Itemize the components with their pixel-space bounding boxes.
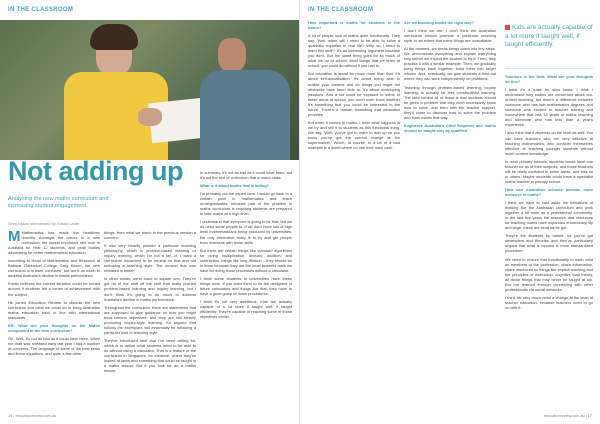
column-1 bbox=[8, 230, 100, 359]
paragraph: They've introduced stuff that I've been calling for, which is to define what students need to be able to do without using a calculator. That is a feature of the curriculum in Singapore, for instance, where they've looked at tasks and something that could be taught in a maths lesson. But if you look for an a maths lesson. bbox=[104, 337, 196, 374]
question: Engineers Australia's Chief Engineer and maths should be taught only by qualified bbox=[404, 122, 496, 133]
right-page bbox=[300, 0, 600, 424]
paragraph: A lot of people look at maths quite functionally. They say, 'Well, when will I need to be able to solve a quadratic equation in real life? Why do I need to learn this stuff?' It's an interesting argument because you don't. But the same thing goes for so much of what we do at school. Most things that we learn at school, you could do without if you had to. bbox=[308, 33, 400, 69]
column-3 bbox=[200, 170, 292, 322]
column-3 bbox=[505, 74, 593, 313]
paragraph: But when it comes to maths, I think what happens is we try and sell it to students as this functional thing. We say, 'Well, you've got to learn to add up so you know you've got the correct change at the supermarket.' Which, of course, is a bit of a bad example in a world where no one ever uses cash. bbox=[308, 119, 400, 151]
question: Teachers in the field. What are your thoughts on this? bbox=[505, 74, 593, 85]
page-footer: 16 | educationreview.com.au bbox=[8, 414, 57, 418]
quote-mark-icon bbox=[505, 25, 510, 30]
student-hair bbox=[90, 24, 138, 50]
paragraph: I think we very much need a change at the level of teacher education, because teachers need to go on with it. bbox=[505, 294, 593, 310]
paragraph: It also very heavily pushed a particular teaching philosophy, which is problem-based learning or inquiry learning, which I'm not a fan of. I want a curriculum document to be neutral on that and not enforcing a teaching style. The version that was released is better. bbox=[104, 243, 196, 274]
paragraph: Kristin believes the current situation could be turned around if students felt a sense of achievement with the subject. bbox=[8, 281, 100, 297]
student-hand bbox=[138, 108, 162, 126]
paragraph: But education is about so much more than that; it's about self-actualisation. It's about being able to realise your dreams and do things you might not otherwise have been able to. It's about developing passions. And a kid could be exposed to some of these areas at school, you won't even know whether it's something that you could be interested in the future. There's a human flourishing that education provides. bbox=[308, 71, 400, 117]
paragraph: According to Head of Mathematics and Research at Ballarat Clarendon College Greg Kitson, the new curriculum is in itself 'confused', but won't do much to address Australia's decline in maths performance. bbox=[8, 258, 100, 279]
paragraph: Throughout the curriculum, there are statements that are supposed to give guidance on how you might treat content objectives, and they are still heavily promoting inquiry-style learning. So anyone that follows the exemplars will essentially be following a particular kind of teaching style. bbox=[104, 304, 196, 335]
paragraph: GK: Well, it's not as bad as it could have been. While the draft was released early last year I had a number of concerns. The language of some of the new items and linear equations, and quite a few other bbox=[8, 335, 100, 356]
paragraph: I'm probably not the expert here. I would go back to a certain point in mathematics and teach undergraduates, because part of the problem in maths curriculum is requiring students are prepared to take maths at a high level. bbox=[200, 191, 292, 217]
teacher-face bbox=[218, 38, 246, 72]
paragraph: They're the students by nature, so you've got developers and theories and they've particularly argued that what is needed is more standardised procedure. bbox=[505, 233, 593, 254]
section-header: IN THE CLASSROOM bbox=[308, 7, 374, 13]
drop-cap: M bbox=[8, 228, 21, 245]
pull-quote-text: Kids are actually capable of a lot more if taught well, if taught efficiently. bbox=[505, 24, 593, 49]
paragraph: We need to ensure that functionality to each child as members of the profession, share information, share resources so things like explicit teaching and the principles of instruction, cognitive load theory, all those things that may never be taught at uni. But I've learned through connecting with other professionals via social networks. bbox=[505, 256, 593, 292]
column-2 bbox=[404, 20, 496, 136]
question: ER: What are your thoughts on the Maths component in the new curriculum? bbox=[8, 322, 100, 333]
paragraph: things, from what we teach in the previous version a concern. bbox=[104, 230, 196, 241]
paragraph: I understand that everyone is going to be that, but we do need some people to. If we don't have lots of high level mathematicians being produced by universities, the only alternative really is to try and get people from overseas with those skills. bbox=[200, 219, 292, 245]
paragraph: In most primary schools, students would have one teacher for all of their subjects, and those teachers will be really confident in some areas, and less so in others. Maybe students could have a specialist maths teacher in primary school. bbox=[505, 158, 593, 184]
paragraph: I think it's not very ambitious. Kids are actually capable of a lot more if taught well, if taught efficiently. They're capable of reaching some of those objectives earlier. bbox=[200, 299, 292, 320]
paragraph: I think it's a case for slow basis. I think I understand why bodies are concerned about out-of-field teaching, but there's a difference between someone who has two mathematics degrees and someone who studied to teacher training and somewhere that has 15 years of maths teaching and someone who has less than a year's experience. bbox=[505, 87, 593, 128]
column-2 bbox=[104, 230, 196, 376]
teacher-shirt bbox=[200, 70, 290, 160]
paragraph: But there are certain things like standard algorithms for doing multiplication, division, addition, and subtraction, things like long division – they should be in there because they are the most powerful tools we have for doing those processes without a calculator. bbox=[200, 247, 292, 273]
question: Are we teaching maths the right way? bbox=[404, 20, 474, 25]
paragraph: I also think that it depends on the level as well. You can have teachers who are very effective at teaching mathematics, who consider themselves effective at teaching younger students without much content knowledge. bbox=[505, 130, 593, 156]
section-header: IN THE CLASSROOM bbox=[8, 7, 74, 13]
divider bbox=[505, 68, 593, 69]
column-1 bbox=[308, 20, 400, 153]
pull-quote bbox=[505, 24, 593, 50]
paragraph: I think we have to cast aside the limitations of thinking like the Australian curriculum and work together a bit more as a professional community. In the last five years the research and resources for teaching maths have expanded enormously. By and large, these are what we've got. bbox=[505, 200, 593, 231]
paragraph: Mathematics has made the headlines recently. Amongst the issues in a new curriculum, the lowest enrolment rate ever in Australia for Year 12 students, and peak bodies advocating for better mathematical education. bbox=[8, 230, 100, 256]
hero-photo bbox=[0, 20, 300, 160]
question: What is it about maths that is failing? bbox=[200, 183, 269, 189]
paragraph: In other words, we're back to square one. They've got rid of the stuff off the stuff that really pushed problem-based learning and inquiry learning, but I don't think it's going to do much to address Australia's decline in maths performance. bbox=[104, 276, 196, 302]
article-title: Not adding up bbox=[8, 156, 183, 186]
question: How can Australian schools become more inclusive in maths? bbox=[505, 186, 593, 197]
standfirst: Analysing the new maths curriculum and increasing student engagement. bbox=[8, 196, 109, 209]
paragraph: Teaching through problem-based learning, inquiry learning, is actually far less constructivist learning. The idea behind all of those is that students should be given a problem that they don't necessarily know how to solve, and then with the teacher support, they'll come to discover how to solve the problem and learn maths that way. bbox=[404, 84, 496, 120]
question: How important is maths for students in the future? bbox=[308, 20, 400, 31]
page-footer: educationreview.com.au | 17 bbox=[543, 414, 592, 418]
paragraph: I think some students in universities have these things work. If you want them to be the designers of future calculators and things like that, they have to have a good grasp of those procedures. bbox=[200, 275, 292, 296]
paragraph: In summary, it's not as bad as it could have been, but it's not the sort of curriculum that is world-class. bbox=[200, 170, 292, 181]
byline: Greg Kitson interviewed by Kristin Lauer bbox=[8, 221, 80, 226]
paragraph: I don't think we are. I don't think the Australian curriculum should promote a particular teaching style, to an extent that some things are unavailable. bbox=[404, 28, 496, 44]
paragraph: At the moment, we break things down into tiny steps. We demonstrate everything and explain everything fully before we expect the student to try it. Then, they practise it with a similar example. Then, we gradually bring things back together, build them into larger wholes. And, eventually, we give students a time-out where they can work independently on problems. bbox=[404, 46, 496, 82]
paragraph: He joined Education Review to discuss the new curriculum and what we could do to bring Australian maths education back in line with international standards. bbox=[8, 299, 100, 320]
